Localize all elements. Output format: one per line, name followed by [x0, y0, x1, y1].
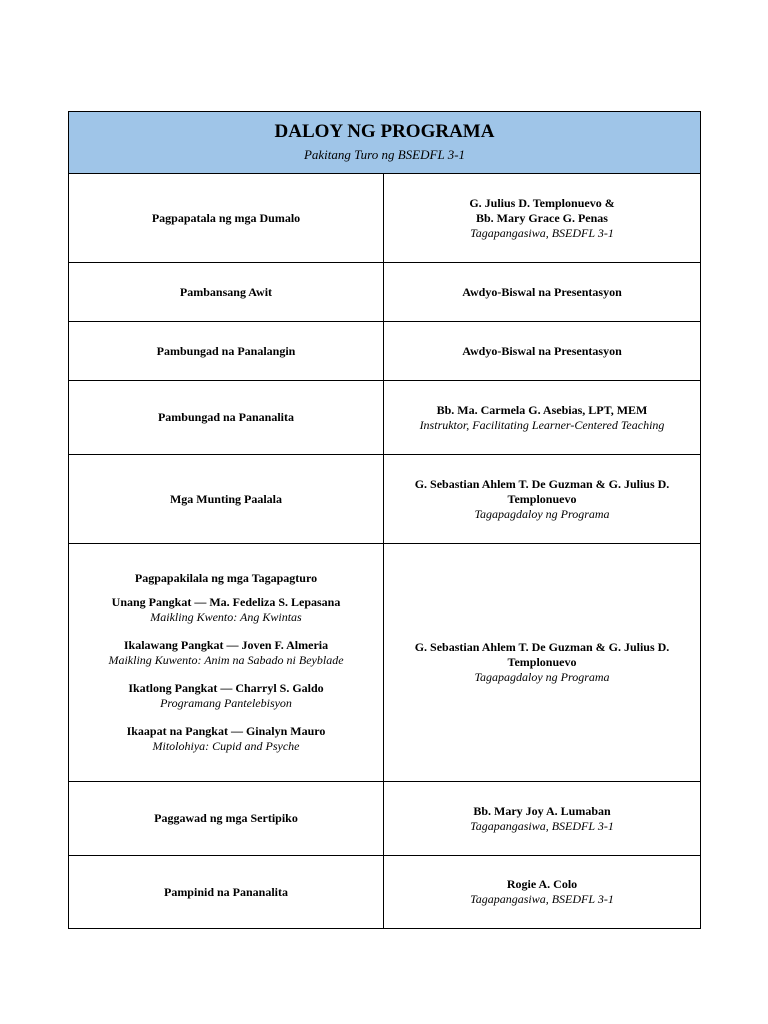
group-name: Unang Pangkat — Ma. Fedeliza S. Lepasana [111, 595, 341, 609]
group-name: Ikaapat na Pangkat — Ginalyn Mauro [126, 724, 326, 738]
program-row [69, 782, 700, 856]
person-name: G. Sebastian Ahlem T. De Guzman & G. Julius D. [414, 640, 670, 654]
person-name: Awdyo-Biswal na Presentasyon [462, 343, 622, 358]
person-name: G. Julius D. Templonuevo & [469, 195, 615, 210]
person-cell [384, 381, 700, 454]
person-role: Tagapagdaloy ng Programa [474, 670, 610, 684]
person-role: Tagapangasiwa, BSEDFL 3-1 [470, 225, 614, 240]
person-name: Awdyo-Biswal na Presentasyon [462, 284, 622, 299]
person-name: Bb. Mary Grace G. Penas [476, 210, 608, 225]
group-name: Ikalawang Pangkat — Joven F. Almeria [123, 638, 329, 652]
program-item-cell [69, 782, 384, 855]
program-item-cell [69, 322, 384, 380]
program-item: Pampinid na Pananalita [163, 884, 289, 899]
program-item-cell [69, 544, 384, 781]
program-item-cell [69, 174, 384, 262]
program-item-cell [69, 381, 384, 454]
program-subtitle: Pakitang Turo ng BSEDFL 3-1 [303, 147, 466, 162]
group-topic: Maikling Kwento: Ang Kwintas [150, 610, 302, 624]
group-entry [108, 638, 343, 668]
group-entry [128, 681, 323, 711]
person-name: Templonuevo [507, 491, 577, 506]
group-name: Ikatlong Pangkat — Charryl S. Galdo [128, 681, 324, 695]
person-name: Rogie A. Colo [506, 877, 578, 891]
group-entry [127, 724, 326, 754]
program-item: Paggawad ng mga Sertipiko [154, 811, 298, 825]
group-topic: Programang Pantelebisyon [160, 696, 292, 710]
group-topic: Maikling Kuwento: Anim na Sabado ni Beyblade [108, 653, 344, 667]
group-entry [112, 595, 341, 625]
person-cell [384, 782, 700, 855]
person-cell [384, 455, 700, 543]
person-cell [384, 856, 700, 928]
group-topic: Mitolohiya: Cupid and Psyche [152, 739, 300, 753]
program-table [68, 111, 701, 929]
program-item: Pambungad na Pananalita [157, 410, 295, 424]
program-row [69, 856, 700, 928]
person-cell [384, 544, 700, 781]
program-row [69, 381, 700, 455]
program-row [69, 263, 700, 322]
person-cell [384, 322, 700, 380]
person-cell [384, 263, 700, 321]
program-header [69, 112, 700, 174]
person-name: G. Sebastian Ahlem T. De Guzman & G. Julius D. [414, 476, 670, 491]
person-name: Bb. Ma. Carmela G. Asebias, LPT, MEM [436, 402, 648, 417]
program-item-cell [69, 455, 384, 543]
program-item: Mga Munting Paalala [169, 491, 282, 506]
program-title: DALOY NG PROGRAMA [274, 121, 495, 142]
program-row [69, 544, 700, 782]
person-role: Tagapangasiwa, BSEDFL 3-1 [470, 818, 614, 833]
person-role: Tagapangasiwa, BSEDFL 3-1 [470, 892, 614, 906]
person-cell [384, 174, 700, 262]
person-role: Tagapagdaloy ng Programa [474, 506, 610, 521]
program-row [69, 174, 700, 263]
program-item: Pagpapakilala ng mga Tagapagturo [134, 571, 318, 585]
program-item-cell [69, 856, 384, 928]
program-row [69, 455, 700, 544]
program-item: Pagpapatala ng mga Dumalo [151, 210, 301, 225]
program-item: Pambansang Awit [179, 284, 273, 299]
person-name: Bb. Mary Joy A. Lumaban [473, 803, 611, 818]
person-name: Templonuevo [507, 655, 577, 669]
program-row [69, 322, 700, 381]
program-item: Pambungad na Panalangin [156, 343, 296, 358]
program-item-cell [69, 263, 384, 321]
person-role: Instruktor, Facilitating Learner-Centered Teaching [419, 417, 665, 432]
